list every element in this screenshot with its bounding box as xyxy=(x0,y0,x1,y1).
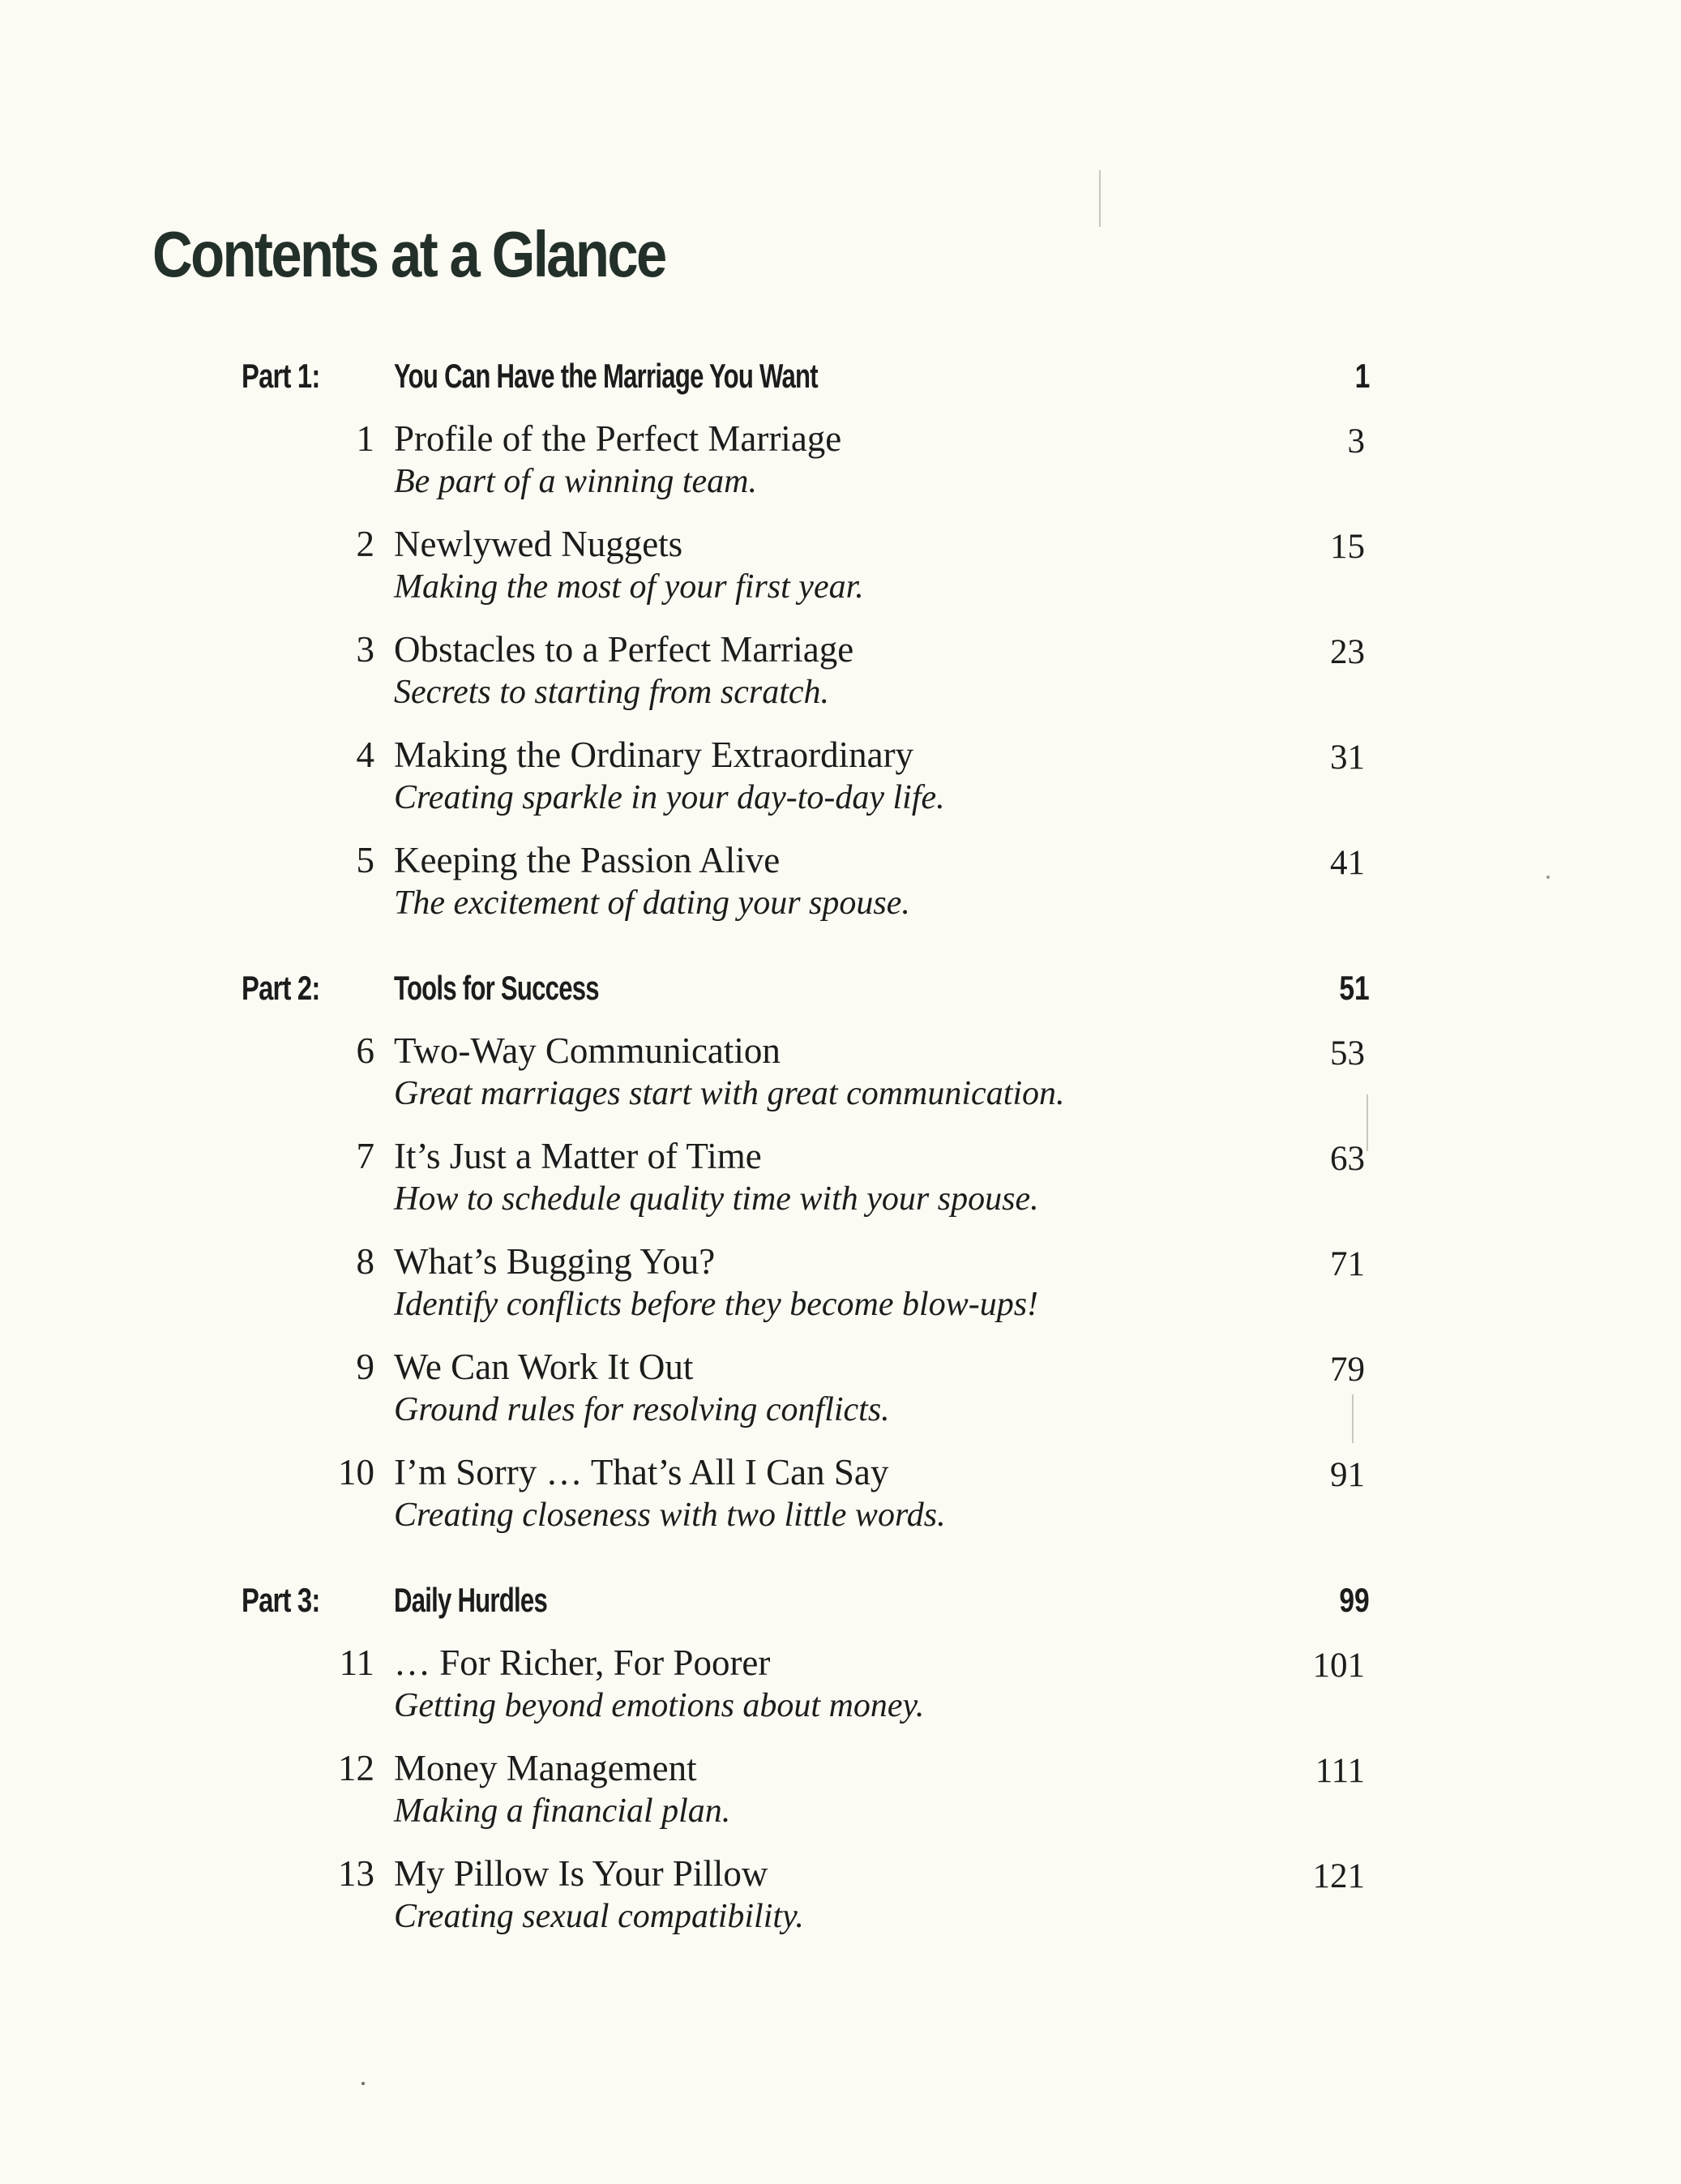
part-title: You Can Have the Marriage You Want xyxy=(394,357,818,395)
chapter-title: I’m Sorry … That’s All I Can Say xyxy=(394,1452,889,1492)
chapter-number: 12 xyxy=(338,1748,374,1788)
chapter-title: Obstacles to a Perfect Marriage xyxy=(394,629,854,670)
chapter-page-number: 63 xyxy=(1330,1140,1365,1178)
chapter-title: What’s Bugging You? xyxy=(394,1241,716,1282)
chapter-number: 13 xyxy=(338,1853,374,1894)
chapter-subtitle: Making a financial plan. xyxy=(394,1792,731,1830)
chapter-subtitle: Be part of a winning team. xyxy=(394,463,757,500)
part-title: Daily Hurdles xyxy=(394,1581,548,1619)
page-title: Contents at a Glance xyxy=(152,218,665,290)
scan-speck xyxy=(361,2082,365,2085)
chapter-number: 3 xyxy=(356,629,374,670)
chapter-page-number: 15 xyxy=(1330,528,1365,566)
chapter-page-number: 23 xyxy=(1330,633,1365,671)
chapter-title: … For Richer, For Poorer xyxy=(394,1642,771,1683)
chapter-number: 11 xyxy=(339,1642,374,1683)
chapter-subtitle: The excitement of dating your spouse. xyxy=(394,884,910,922)
chapter-page-number: 91 xyxy=(1330,1456,1365,1494)
chapter-number: 9 xyxy=(356,1347,374,1387)
chapter-page-number: 41 xyxy=(1330,844,1365,882)
chapter-number: 6 xyxy=(356,1030,374,1071)
chapter-number: 1 xyxy=(356,418,374,459)
chapter-title: Making the Ordinary Extraordinary xyxy=(394,734,914,775)
chapter-title: My Pillow Is Your Pillow xyxy=(394,1853,768,1894)
chapter-title: It’s Just a Matter of Time xyxy=(394,1136,762,1176)
chapter-title: Newlywed Nuggets xyxy=(394,524,683,564)
part-label: Part 3: xyxy=(242,1581,320,1619)
chapter-number: 10 xyxy=(338,1452,374,1492)
scan-speck xyxy=(1546,876,1550,879)
chapter-subtitle: Creating closeness with two little words. xyxy=(394,1497,946,1534)
chapter-subtitle: Getting beyond emotions about money. xyxy=(394,1687,925,1724)
chapter-title: Keeping the Passion Alive xyxy=(394,840,781,880)
scan-mark xyxy=(1099,170,1101,227)
chapter-title: We Can Work It Out xyxy=(394,1347,694,1387)
chapter-subtitle: How to schedule quality time with your spouse. xyxy=(394,1180,1039,1218)
chapter-page-number: 121 xyxy=(1312,1857,1365,1895)
chapter-number: 4 xyxy=(356,734,374,775)
chapter-subtitle: Creating sparkle in your day-to-day life. xyxy=(394,779,945,816)
chapter-title: Profile of the Perfect Marriage xyxy=(394,418,842,459)
part-page-number: 99 xyxy=(1339,1581,1370,1619)
part-page-number: 1 xyxy=(1354,357,1370,395)
chapter-title: Money Management xyxy=(394,1748,697,1788)
chapter-subtitle: Ground rules for resolving conflicts. xyxy=(394,1391,890,1428)
chapter-subtitle: Secrets to starting from scratch. xyxy=(394,674,830,711)
chapter-page-number: 3 xyxy=(1347,422,1365,460)
chapter-number: 5 xyxy=(356,840,374,880)
chapter-page-number: 101 xyxy=(1312,1647,1365,1685)
chapter-subtitle: Identify conflicts before they become blow-ups! xyxy=(394,1286,1039,1323)
chapter-subtitle: Great marriages start with great communication. xyxy=(394,1075,1065,1112)
chapter-page-number: 53 xyxy=(1330,1034,1365,1073)
part-title: Tools for Success xyxy=(394,969,599,1007)
part-page-number: 51 xyxy=(1339,969,1370,1007)
scan-mark xyxy=(1352,1394,1354,1443)
chapter-page-number: 79 xyxy=(1330,1351,1365,1389)
chapter-page-number: 71 xyxy=(1330,1245,1365,1283)
chapter-subtitle: Making the most of your first year. xyxy=(394,568,864,606)
part-label: Part 1: xyxy=(242,357,320,395)
chapter-page-number: 31 xyxy=(1330,739,1365,777)
scan-mark xyxy=(1367,1094,1368,1151)
chapter-title: Two-Way Communication xyxy=(394,1030,781,1071)
chapter-subtitle: Creating sexual compatibility. xyxy=(394,1898,804,1935)
chapter-number: 8 xyxy=(356,1241,374,1282)
chapter-page-number: 111 xyxy=(1315,1752,1365,1790)
chapter-number: 2 xyxy=(356,524,374,564)
part-label: Part 2: xyxy=(242,969,320,1007)
chapter-number: 7 xyxy=(356,1136,374,1176)
